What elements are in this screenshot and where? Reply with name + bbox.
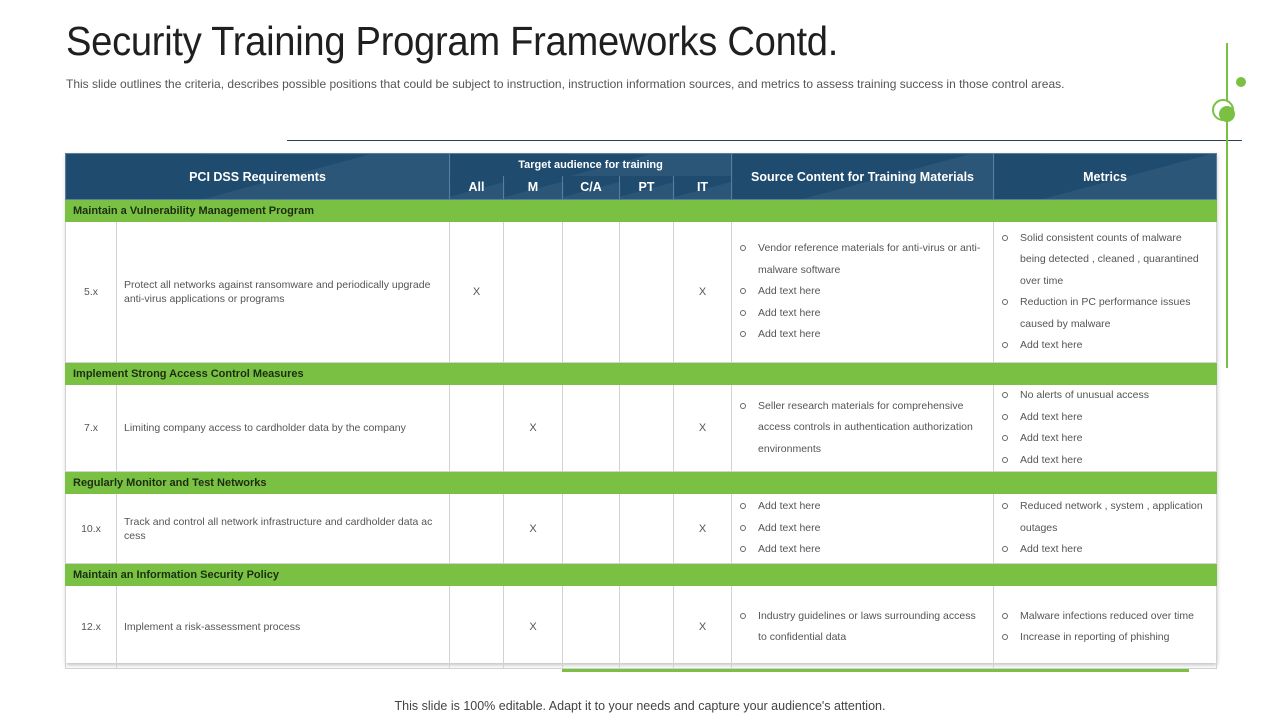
mark-all [450, 586, 504, 669]
group-row [66, 200, 1217, 222]
requirement-number: 5.x [66, 222, 117, 363]
header-target-audience: Target audience for training [450, 154, 732, 176]
header-source-content: Source Content for Training Materials [732, 154, 994, 200]
frameworks-table [65, 153, 1217, 669]
header-audience-it: IT [674, 176, 732, 200]
header-audience-all: All [450, 176, 504, 200]
metrics-cell [994, 586, 1217, 669]
metric-item: Add text here [1002, 407, 1208, 429]
decorative-dot [1236, 77, 1246, 87]
requirement-text: Limiting company access to cardholder data by the company [117, 385, 450, 472]
group-row [66, 363, 1217, 385]
footer-note: This slide is 100% editable. Adapt it to your needs and capture your audience's attention. [394, 699, 886, 713]
source-item: Seller research materials for comprehensive access controls in authentication authorization environments [740, 396, 985, 461]
source-item: Add text here [740, 496, 985, 518]
mark-it: X [674, 222, 732, 363]
mark-m: X [504, 586, 563, 669]
page-title: Security Training Program Frameworks Contd. [66, 18, 839, 64]
metric-item: Add text here [1002, 539, 1208, 561]
requirement-text: Implement a risk-assessment process [117, 586, 450, 669]
mark-ca [563, 222, 620, 363]
decorative-bottom-bar [562, 669, 1189, 672]
group-row [66, 472, 1217, 494]
mark-ca [563, 494, 620, 564]
source-item: Vendor reference materials for anti-virus or anti-malware software [740, 238, 985, 281]
header-audience-pt: PT [620, 176, 674, 200]
metric-item: Solid consistent counts of malware being detected , cleaned , quarantined over time [1002, 228, 1208, 293]
source-item: Add text here [740, 539, 985, 561]
metric-item: Reduction in PC performance issues caused by malware [1002, 292, 1208, 335]
mark-m: X [504, 494, 563, 564]
mark-all: X [450, 222, 504, 363]
source-content-cell [732, 385, 994, 472]
metric-item: No alerts of unusual access [1002, 385, 1208, 407]
mark-it: X [674, 586, 732, 669]
page-subtitle: This slide outlines the criteria, describes possible positions that could be subject to instruction, instruction information sources, and metrics to assess training success in those control areas. [66, 77, 1065, 91]
group-title: Maintain a Vulnerability Management Program [66, 200, 1217, 222]
source-item: Add text here [740, 281, 985, 303]
table-row [66, 586, 1217, 669]
metric-item: Malware infections reduced over time [1002, 606, 1208, 628]
group-title: Implement Strong Access Control Measures [66, 363, 1217, 385]
metric-item: Add text here [1002, 335, 1208, 357]
group-title: Regularly Monitor and Test Networks [66, 472, 1217, 494]
header-requirements: PCI DSS Requirements [66, 154, 450, 200]
table-row [66, 222, 1217, 363]
mark-ca [563, 385, 620, 472]
requirement-text: Protect all networks against ransomware and periodically upgrade anti-virus applications or programs [117, 222, 450, 363]
metric-item: Add text here [1002, 450, 1208, 472]
decorative-dot-large [1219, 106, 1235, 122]
group-row [66, 564, 1217, 586]
metrics-cell [994, 385, 1217, 472]
source-item: Industry guidelines or laws surrounding access to confidential data [740, 606, 985, 649]
source-item: Add text here [740, 518, 985, 540]
source-content-cell [732, 586, 994, 669]
requirement-text: Track and control all network infrastructure and cardholder data ac cess [117, 494, 450, 564]
table-row [66, 385, 1217, 472]
mark-pt [620, 586, 674, 669]
group-title: Maintain an Information Security Policy [66, 564, 1217, 586]
mark-pt [620, 494, 674, 564]
requirement-number: 12.x [66, 586, 117, 669]
mark-pt [620, 222, 674, 363]
metrics-cell [994, 222, 1217, 363]
mark-m: X [504, 385, 563, 472]
source-item: Add text here [740, 324, 985, 346]
source-content-cell [732, 222, 994, 363]
requirement-number: 7.x [66, 385, 117, 472]
source-content-cell [732, 494, 994, 564]
mark-all [450, 494, 504, 564]
metric-item: Add text here [1002, 428, 1208, 450]
frameworks-table-container [65, 153, 1216, 663]
requirement-number: 10.x [66, 494, 117, 564]
metric-item: Increase in reporting of phishing [1002, 627, 1208, 649]
source-item: Add text here [740, 303, 985, 325]
mark-ca [563, 586, 620, 669]
header-divider [287, 140, 1242, 141]
mark-it: X [674, 385, 732, 472]
metric-item: Reduced network , system , application outages [1002, 496, 1208, 539]
mark-all [450, 385, 504, 472]
header-audience-ca: C/A [563, 176, 620, 200]
table-row [66, 494, 1217, 564]
mark-m [504, 222, 563, 363]
mark-it: X [674, 494, 732, 564]
mark-pt [620, 385, 674, 472]
header-audience-m: M [504, 176, 563, 200]
metrics-cell [994, 494, 1217, 564]
header-metrics: Metrics [994, 154, 1217, 200]
decorative-vertical-line [1226, 43, 1228, 368]
